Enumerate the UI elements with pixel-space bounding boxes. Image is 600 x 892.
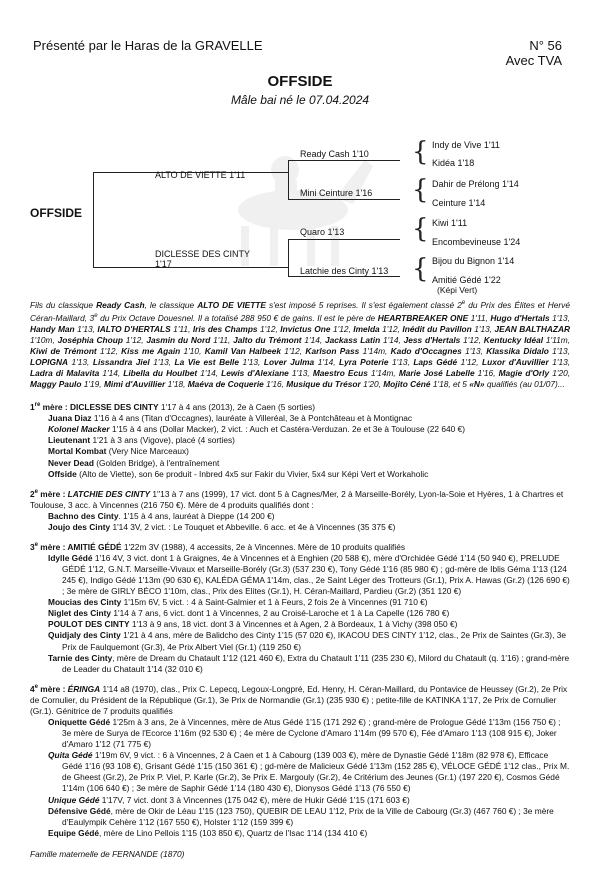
intro-fragment: HEARTBREAKER ONE: [377, 312, 469, 323]
intro-fragment: Lyra Poterie: [339, 357, 389, 368]
intro-fragment: ALTO DE VIETTE: [197, 299, 266, 310]
intro-fragment: Lewis d'Alexiane: [221, 368, 289, 379]
intro-fragment: Mimi d'Auvillier: [103, 379, 166, 390]
intro-fragment: 1'12,: [379, 323, 403, 334]
dam-fragment: 1'21 à 4 ans, mère de Balidcho des Cinty 1'15 (57 020 €), IKACOU DES CINTY 1'12, clas., 2e Prix de Saintes (Gr.3), 3e Prix de Faulquemont (Gr.3), 4e Prix Albert Viel (Gr.1) (119 250 €): [62, 630, 567, 652]
intro-fragment: Ladra di Malavita: [30, 368, 100, 379]
intro-fragment: Maestro Ecus: [312, 368, 368, 379]
intro-fragment: 1'16,: [474, 368, 499, 379]
intro-fragment: Invictus One: [280, 323, 331, 334]
dam-fragment: mère :: [37, 541, 68, 552]
produce-entry: [44, 828, 570, 839]
intro-fragment: qualifiés (au 01/07)...: [484, 379, 565, 390]
intro-fragment: Libella du Houlbet: [123, 368, 198, 379]
produce-entry: [44, 795, 570, 806]
intro-fragment: 1'14,: [314, 357, 340, 368]
intro-fragment: Maéva de Coquerie: [187, 379, 264, 390]
intro-fragment: Handy Man: [30, 323, 75, 334]
intro-fragment: 1'13,: [549, 312, 570, 323]
produce-entry: [44, 750, 570, 794]
intro-fragment: Fils du classique: [30, 299, 97, 310]
intro-fragment: 1'12,: [257, 323, 281, 334]
produce-entry: [44, 608, 570, 619]
pedigree-line: [288, 160, 289, 200]
dam-fragment: Joujo des Cinty: [48, 521, 111, 532]
intro-fragment: 1'12,: [281, 345, 306, 356]
pedigree-sire-dam: Mini Ceinture 1'16: [300, 188, 373, 198]
pedigree-ggp: Kiwi 1'11: [432, 218, 468, 228]
tva-note: Avec TVA: [505, 53, 562, 68]
intro-fragment: 1'13,: [461, 345, 487, 356]
intro-fragment: Marie José Labelle: [398, 368, 475, 379]
intro-fragment: Kiwi de Trémont: [30, 345, 97, 356]
intro-fragment: Inédit du Pavillon: [402, 323, 472, 334]
intro-fragment: 1'13,: [548, 345, 570, 356]
dam-fragment: (Golden Bridge), à l'entraînement: [93, 457, 220, 468]
dam-fragment: 2: [30, 488, 35, 499]
pedigree-brace: {: [412, 214, 429, 244]
intro-fragment: IALTO D'HERTALS: [97, 323, 171, 334]
pedigree-line: [93, 172, 94, 268]
dam-fragment: Equipe Gédé: [48, 827, 99, 838]
intro-fragment: Joséphia Choup: [57, 334, 123, 345]
dam-fragment: e: [34, 488, 38, 495]
pedigree-brace: {: [412, 137, 429, 167]
intro-fragment: 1'13,: [149, 357, 175, 368]
family-note: Famille maternelle de FERNANDE (1870): [30, 848, 185, 859]
pedigree-line: [93, 172, 148, 173]
dam-fragment: POULOT DES CINTY: [48, 619, 130, 630]
dam-fragment: , mère de Dream du Chatault 1'12 (121 460 €), Extra du Chatault 1'11 (235 230 €), Milord du Chatault (q. 1'16) ; grand-mère de Leader du Chatault 1'14 (32 010 €): [62, 652, 570, 674]
produce-entry: [44, 619, 570, 630]
dam-fragment: 1'25m à 3 ans, 2e à Vincennes, mère de Atus Gédé 1'15 (171 292 €) ; grand-mère de Prologue Gédé 1'13m (156 750 €) ; 3e mère de Surya de l'Ecorce 1'16m (92 530 €) ; 4e mère de Cyclone d'Amaro 1'14m (99 570 €), Fée d'Amaro 1'13 (108 915 €), Joker d'Amaro 1'12 (71 775 €): [62, 716, 561, 750]
dam-fragment: 4: [30, 683, 35, 694]
produce-entry: [44, 435, 570, 446]
dam-fragment: Oniquette Gédé: [48, 716, 111, 727]
intro-fragment: 1'16,: [263, 379, 287, 390]
pedigree-ggp: Encombevineuse 1'24: [432, 237, 521, 247]
intro-fragment: Musique du Trésor: [286, 379, 361, 390]
intro-fragment: 1'11,: [170, 323, 193, 334]
dam-fragment: 1'19m 6V, 9 vict. : 6 à Vincennes, 2 à Caen et 1 à Cabourg (139 003 €), mère de Dynastie Gédé 1'18m (82 978 €), Efficace Gédé 1'16 (93 108 €), Grisant Gédé 1'15 (150 361 €) ; gd-mère de Malicieux Gédé 1'13m (152 285 €), VÉLOCE GÉDÉ 1'12 clas., Prix M. de Gheest (Gr.2), 2e Prix P. Viel, P. Karle (Gr.2), 3e Prix E. Margouly (Gr.2), 4e Critérium des Jeunes (Gr.1) (197 220 €), Cosmos Gédé 1'14m (106 640 €) ; 3e mère de Saphir Gédé 1'14 (180 430 €), Dionysos Gédé 1'13 (76 550 €): [62, 750, 570, 794]
intro-fragment: 1'14,: [380, 334, 404, 345]
intro-fragment: 1'13,: [548, 357, 571, 368]
dam-fragment: Lieutenant: [48, 435, 91, 446]
dam-fragment: e: [34, 541, 38, 548]
lot-number: N° 56: [529, 38, 562, 53]
dam-fragment: 1: [30, 402, 35, 413]
dam-fragment: 3: [30, 541, 35, 552]
maternal-line: [30, 400, 570, 839]
dam-fragment: 1'14 a8 (1970), clas., Prix C. Lepecq, Legoux-Longpré, Ed. Henry, H. Céran-Maillard, du Pontavice de Heussey (Gr.2), 2e Prix de Cornulier, du Président de la République (Gr.1), 3e Prix de Normandie (Gr.1) (235 930 €) ; petite-fille de KATINKA 1'17, 2e Prix de Cornulier (Gr.1). Génitrice de 7 produits qualifiés: [30, 683, 568, 716]
catalogue-text: [30, 298, 570, 860]
intro-fragment: 1'18,: [165, 379, 188, 390]
pedigree-brace: {: [412, 254, 429, 284]
dam-fragment: 1'15 à 4 ans (Dollar Macker), 2 vict. : Auch et Castéra-Verduzan. 2e et 3e à Toulouse (22 640 €): [109, 424, 465, 435]
produce-entry: [44, 458, 570, 469]
dam-fragment: Quidjaly des Cinty: [48, 630, 121, 641]
intro-fragment: LOPIGNA: [30, 357, 69, 368]
sire-intro: [30, 298, 570, 390]
dam-fragment: Mortal Kombat: [48, 446, 107, 457]
pedigree-ggp: Ceinture 1'14: [432, 198, 486, 208]
dam-fragment: Quita Gédé: [48, 750, 93, 761]
produce-entry: [44, 653, 570, 675]
intro-fragment: 1'14,: [197, 368, 222, 379]
dam-fragment: 1'17 à 4 ans (2013), 2e à Caen (5 sorties): [158, 402, 316, 413]
intro-fragment: Kado d'Occagnes: [390, 345, 462, 356]
pedigree-ggp-note: (Képi Vert): [437, 285, 478, 295]
intro-fragment: s'est imposé 5 reprises. Il s'est également classé 2: [265, 299, 462, 310]
intro-fragment: «N»: [469, 379, 485, 390]
intro-fragment: 1'18, et 5: [430, 379, 470, 390]
intro-fragment: Jalto du Trémont: [233, 334, 302, 345]
pedigree-sire-sire: Ready Cash 1'10: [300, 149, 369, 159]
dam-fragment: Kolonel Macker: [48, 424, 110, 435]
horse-subtitle: Mâle bai né le 07.04.2024: [230, 93, 370, 107]
pedigree-line: [288, 276, 400, 277]
intro-fragment: 1'12,: [122, 334, 147, 345]
intro-fragment: 1'14,: [301, 334, 325, 345]
intro-fragment: 1'13,: [388, 357, 414, 368]
intro-fragment: , le classique: [144, 299, 198, 310]
intro-fragment: 1'11,: [468, 312, 491, 323]
produce-entry: [44, 806, 570, 828]
intro-fragment: 1'14,: [99, 368, 124, 379]
pedigree-line: [93, 267, 148, 268]
produce-entry: [44, 717, 570, 750]
dam-fragment: 1'15m 6V, 5 vict. : 4 à Saint-Galmier et 1 à Feurs, 2 fois 2e à Vincennes (91 710 €): [121, 597, 428, 608]
intro-fragment: 1'13,: [239, 357, 264, 368]
produce-entry: [44, 522, 570, 533]
intro-fragment: Luxor d'Auvillier: [482, 357, 549, 368]
intro-fragment: Karlson Pass: [305, 345, 360, 356]
intro-fragment: 1'13,: [288, 368, 313, 379]
produce-entry: [44, 597, 570, 608]
dam-fragment: 1'14 3V, 2 vict. : Le Touquet et Abbeville. 6 acc. et 4e à Vincennes (35 375 €): [110, 521, 396, 532]
pedigree-line: [288, 160, 400, 161]
lot-info: [506, 38, 562, 68]
intro-fragment: e: [94, 312, 98, 319]
pedigree-subject: OFFSIDE: [30, 206, 83, 220]
dam-fragment: Bachno des Cinty: [48, 510, 119, 521]
intro-fragment: Maggy Paulo: [30, 379, 82, 390]
dam-fragment: , mère de Lino Pellois 1'15 (103 850 €), Quartz de l'Isac 1'14 (134 410 €): [99, 827, 368, 838]
intro-fragment: 1'13,: [74, 323, 98, 334]
intro-fragment: Iris des Champs: [192, 323, 258, 334]
pedigree-ggp: Indy de Vive 1'11: [432, 140, 500, 150]
pedigree-ggp: Bijou du Bignon 1'14: [432, 256, 515, 266]
intro-fragment: Lissandra Jiel: [92, 357, 150, 368]
dam-fragment: (Very Nice Marceaux): [106, 446, 189, 457]
pedigree-line: [288, 239, 289, 277]
dam-fragment: 1'13 à 9 ans, 18 vict. dont 3 à Vincennes et à Agen, 2 à Bordeaux, 1 à Vichy (398 050 €): [129, 619, 458, 630]
pedigree-dam-record: 1'17: [155, 259, 172, 269]
trotter-watermark: [215, 140, 375, 280]
dam-fragment: LATCHIE DES CINTY: [67, 488, 151, 499]
dam-fragment: ÉRINGA: [67, 683, 101, 694]
pedigree-dam-dam: Latchie des Cinty 1'13: [300, 266, 389, 276]
intro-fragment: 1'10m,: [30, 334, 58, 345]
dam-fragment: 1''13 à 7 ans (1999), 17 vict. dont 5 à Cagnes/Mer, 2 à Marseille-Borély, Lyon-la-Soie et Hyères, 1 à Chartres et Toulouse, 3 acc. à Vincennes (216 750 €). Mère de 4 produits qualifiés dont :: [30, 488, 564, 510]
dam-fragment: mère :: [37, 683, 68, 694]
intro-fragment: Lover Julma: [263, 357, 315, 368]
dam-entry: [30, 540, 570, 553]
produce-entry: [44, 630, 570, 652]
dam-fragment: AMITIÉ GÉDÉ: [67, 541, 122, 552]
dam-fragment: mère :: [40, 402, 70, 413]
pedigree-brace: {: [412, 175, 429, 205]
dam-entry: [30, 682, 570, 717]
intro-fragment: Kentucky Idéal: [483, 334, 544, 345]
intro-fragment: 1'12,: [330, 323, 354, 334]
intro-fragment: 1'19,: [81, 379, 104, 390]
pedigree-dam-sire: Quaro 1'13: [300, 227, 345, 237]
produce-entry: [44, 446, 570, 457]
dam-entry: [30, 487, 570, 511]
dam-fragment: , mère de Okir de Léau 1'15 (123 750), QUEBIR DE LEAU 1'12, Prix de la Ville de Cabourg (Gr.3) (467 760 €) ; 3e mère d'Eaulympik Cehère 1'12 (167 550 €), Holster 1'12 (159 399 €): [62, 805, 554, 827]
intro-fragment: 1'10,: [180, 345, 205, 356]
produce-entry: [44, 413, 570, 424]
intro-fragment: e: [461, 300, 466, 306]
intro-fragment: 1'14m,: [359, 345, 391, 356]
intro-fragment: Kamil Van Halbeek: [204, 345, 281, 356]
pedigree-ggp: Kidéa 1'18: [432, 158, 475, 168]
intro-fragment: 1'20,: [360, 379, 384, 390]
intro-fragment: Imelda: [353, 323, 380, 334]
produce-entry: [44, 469, 570, 480]
dam-fragment: 1'16 4V, 3 vict. dont 1 à Graignes, 4e à Vincennes et à Enghien (20 588 €), mère d'Orchidée Gédé 1'14 (50 940 €), PRELUDE GÉDÉ 1'12, G.N.T. Marseille-Vivaux et Marseille-Borély (Gr.3) (537 230 €), Tony Gédé 1'16 (85 980 €) ; gd-mère de Iblis Géma 1'13 (124 245 €), Indigo Gédé 1'13m (90 630 €), KALÉDA GÉMA 1'14m, clas., 2e Saint Léger des Trotteurs (Gr.1), Prix A. Hawas (Gr.2) (126 690 €) ; 3e mère de GIRLY BÉCO 1'10m, clas., Prix des Elites (Gr.1), H. Céran-Maillard, Pardieu (Gr.2) (351 120 €): [62, 552, 570, 597]
dam-fragment: 1'16 à 4 ans (Titan d'Occagnes), lauréate à Villeréal, 3e à Pontchâteau et à Montignac: [91, 413, 413, 424]
dam-fragment: Niglet des Cinty: [48, 608, 112, 619]
intro-fragment: 1'11,: [210, 334, 234, 345]
intro-fragment: 1'11m,: [543, 334, 571, 345]
pedigree-ggp: Amitié Gédé 1'22: [432, 275, 501, 285]
presenter: Présenté par le Haras de la GRAVELLE: [33, 38, 263, 53]
dam-fragment: 1'22m 3V (1988), 4 accessits, 2e à Vincennes. Mère de 10 produits qualifiés: [121, 541, 406, 552]
intro-fragment: Jasmin du Nord: [146, 334, 211, 345]
dam-fragment: re: [34, 402, 41, 409]
dam-fragment: DICLESSE DES CINTY: [70, 402, 159, 413]
intro-fragment: Jess d'Hertals: [403, 334, 461, 345]
intro-fragment: Hugo d'Hertals: [490, 312, 550, 323]
dam-fragment: 1'14 à 7 ans, 6 vict. dont 1 à Vincennes, 2 au Croisé-Laroche et 1 à La Capelle (126 780 €): [111, 608, 450, 619]
pedigree-line: [288, 239, 400, 240]
dam-fragment: 1'17V, 7 vict. dont 3 à Vincennes (175 042 €), mère de Hukir Gédé 1'15 (171 603 €): [99, 794, 410, 805]
intro-fragment: 1'13,: [471, 323, 495, 334]
dam-fragment: . 1'15 à 4 ans, lauréat à Dieppe (14 200 €): [118, 510, 275, 521]
intro-fragment: 1'13,: [68, 357, 93, 368]
dam-fragment: Défensive Gédé: [48, 805, 111, 816]
intro-fragment: 1'14m,: [367, 368, 399, 379]
intro-fragment: La Vie est Belle: [174, 357, 240, 368]
dam-fragment: Unique Gédé: [48, 794, 100, 805]
intro-fragment: du Prix Octave Douesnel. Il a totalisé 288 950 € de gains. Il est le père de: [97, 312, 378, 323]
dam-fragment: e: [34, 683, 38, 690]
dam-fragment: Moucias des Cinty: [48, 597, 122, 608]
pedigree-sire: ALTO DE VIETTE 1'11: [155, 170, 246, 180]
dam-fragment: Tarnie des Cinty: [48, 652, 113, 663]
dam-fragment: (Alto de Viette), son 6e produit - Inbred 4x5 sur Fakir du Vivier, 5x4 sur Képi Vert et Workaholic: [76, 468, 429, 479]
produce-entry: [44, 511, 570, 522]
intro-fragment: Laps Gédé: [413, 357, 458, 368]
dam-fragment: mère :: [37, 488, 68, 499]
pedigree-ggp: Dahir de Prélong 1'14: [432, 179, 519, 189]
intro-fragment: Jackass Latin: [325, 334, 381, 345]
dam-fragment: Idylle Gédé: [48, 552, 93, 563]
intro-fragment: 1'12,: [96, 345, 122, 356]
intro-fragment: 1'12,: [460, 334, 484, 345]
horse-name: OFFSIDE: [267, 73, 333, 90]
dam-fragment: Never Dead: [48, 457, 94, 468]
intro-fragment: Kiss me Again: [121, 345, 181, 356]
dam-fragment: 1'21 à 3 ans (Vigove), placé (4 sorties): [90, 435, 235, 446]
intro-fragment: 1'20,: [549, 368, 571, 379]
dam-fragment: Juana Diaz: [48, 413, 92, 424]
produce-entry: [44, 424, 570, 435]
intro-fragment: Magie d'Orly: [498, 368, 550, 379]
intro-fragment: 1'12,: [457, 357, 483, 368]
dam-fragment: Offside: [48, 468, 77, 479]
dam-entry: [30, 400, 570, 413]
intro-fragment: Klassika Didalo: [486, 345, 549, 356]
pedigree-dam: DICLESSE DES CINTY: [155, 249, 251, 259]
intro-fragment: Mojito Céné: [383, 379, 431, 390]
produce-entry: [44, 553, 570, 597]
intro-fragment: du Prix des Élites et Hervé Céran-Maillard, 3: [30, 299, 570, 323]
intro-fragment: JEAN BALTHAZAR: [494, 323, 571, 334]
pedigree-line: [288, 199, 400, 200]
intro-fragment: Ready Cash: [96, 299, 145, 310]
